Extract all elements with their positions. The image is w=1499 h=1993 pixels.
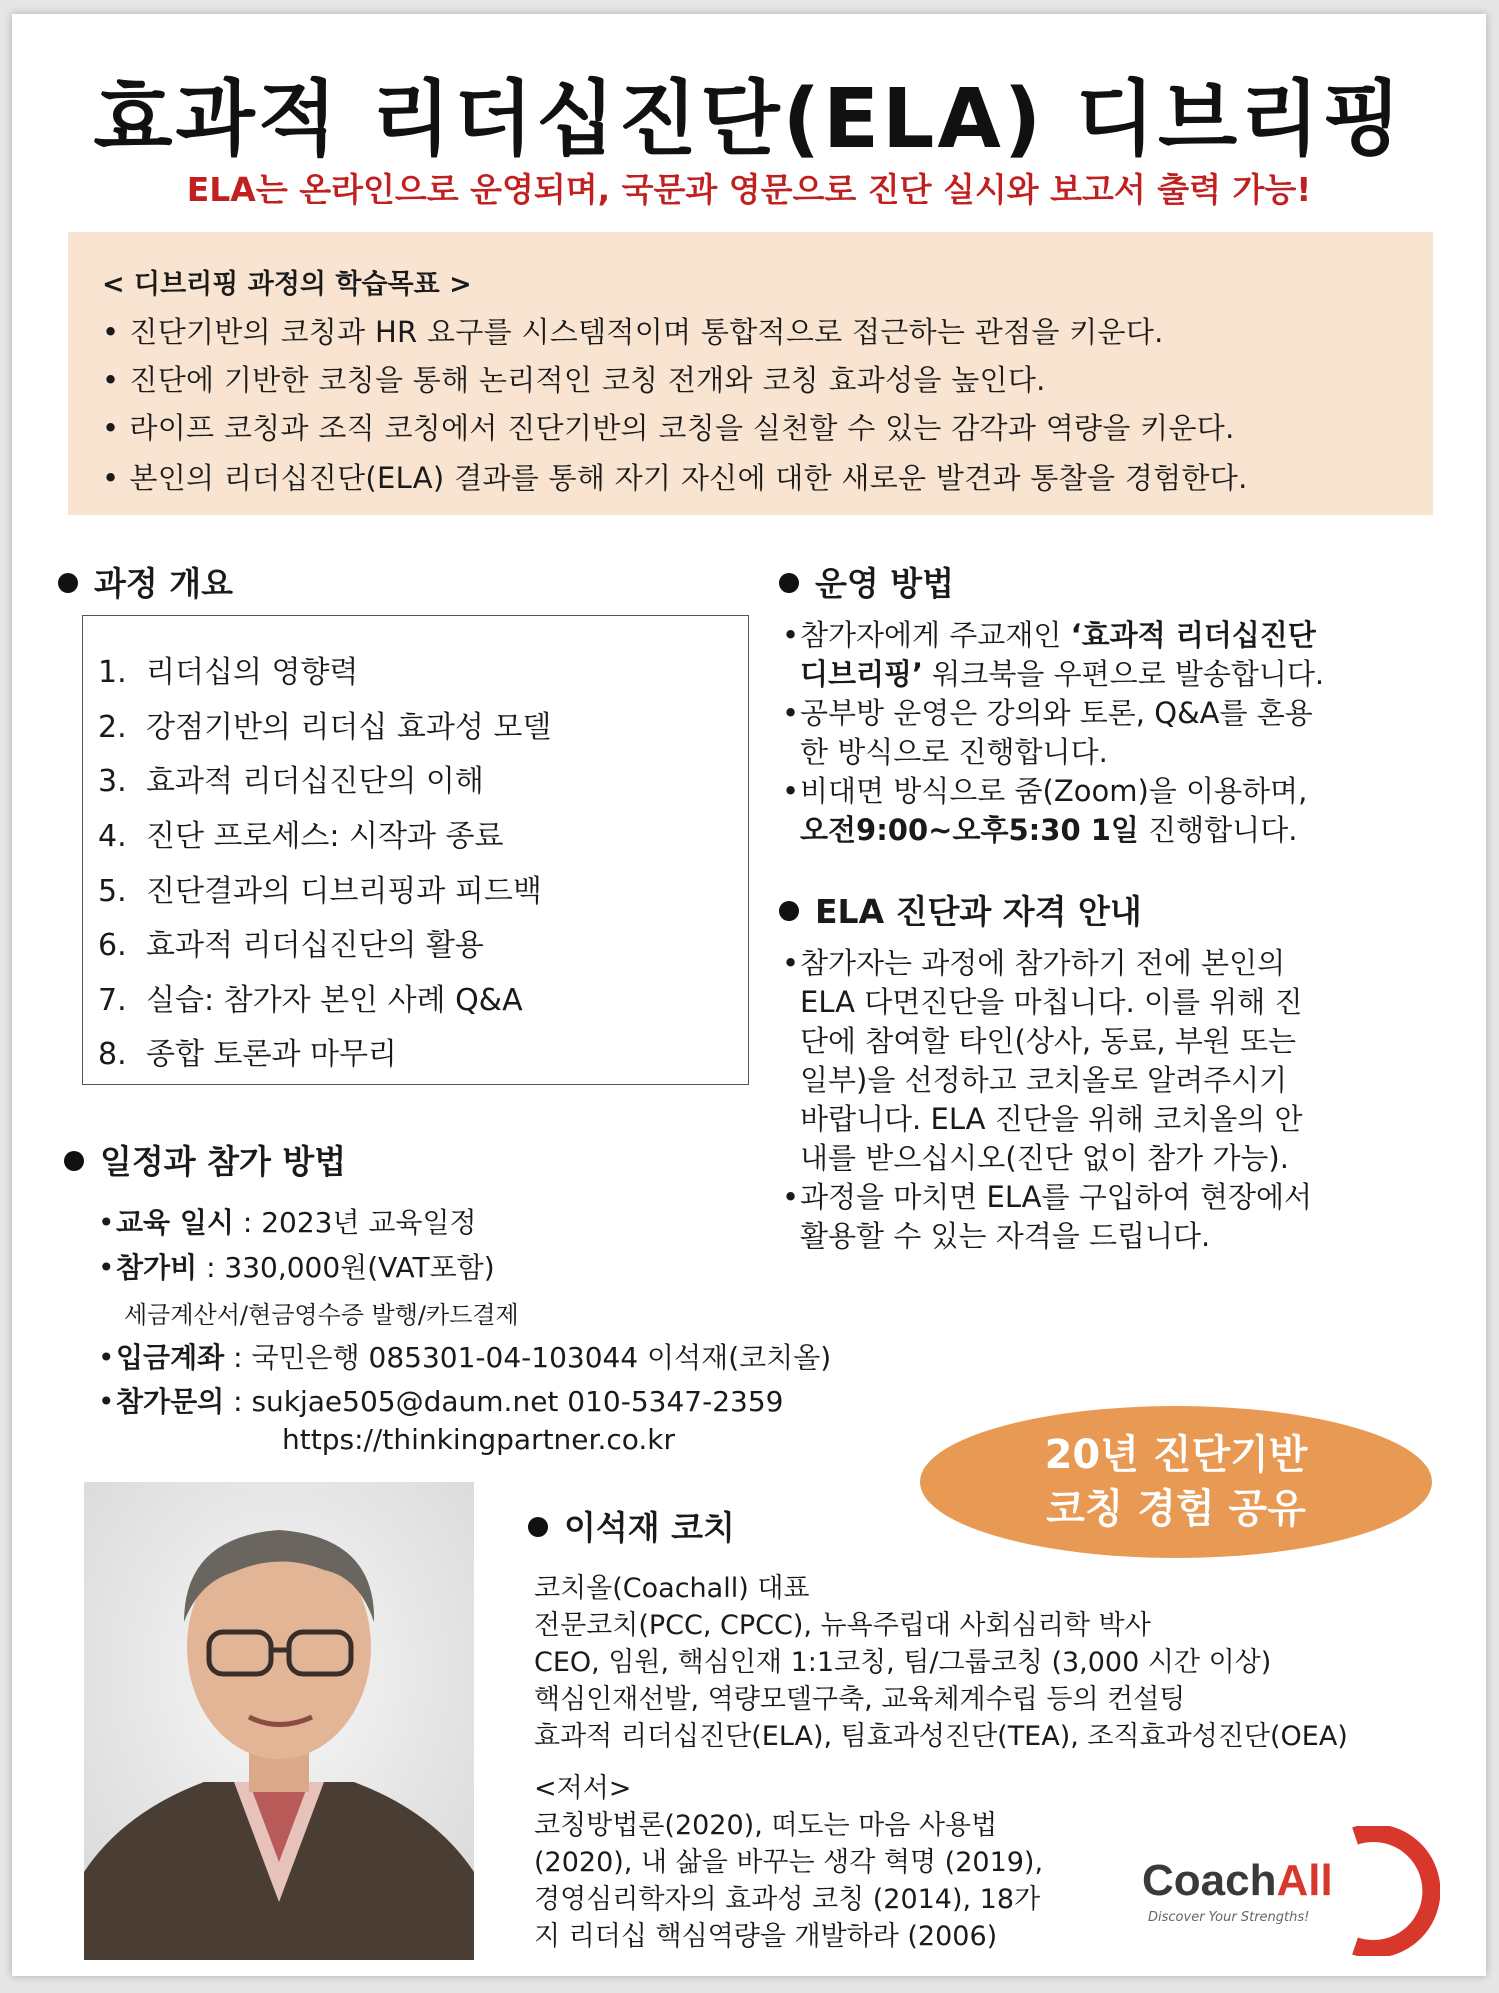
bio-line: CEO, 임원, 핵심인재 1:1코칭, 팀/그룹코칭 (3,000 시간 이상) bbox=[534, 1647, 1272, 1678]
bullet-dot-icon bbox=[64, 1151, 84, 1171]
fee-value: : 330,000원(VAT포함) bbox=[206, 1251, 495, 1284]
ela-text: ELA 다면진단을 마칩니다. 이를 위해 진 bbox=[800, 985, 1303, 1019]
bullet-dot-icon bbox=[528, 1517, 548, 1537]
op-bold-text: 디브리핑’ bbox=[800, 657, 924, 691]
bullet-dot-icon bbox=[58, 573, 78, 593]
logo-wordmark bbox=[1142, 1856, 1333, 1906]
ela-text: 바랍니다. ELA 진단을 위해 코치올의 안 bbox=[800, 1102, 1303, 1136]
coach-books bbox=[534, 1770, 1043, 1955]
bullet-dot-icon bbox=[779, 901, 799, 921]
operation-heading bbox=[779, 558, 954, 605]
operation-list bbox=[782, 616, 1442, 850]
goal-text: 본인의 리더십진단(ELA) 결과를 통해 자기 자신에 대한 새로운 발견과 통찰을 경험한다. bbox=[129, 461, 1248, 495]
item-number: 5. bbox=[98, 874, 127, 909]
ela-text: 단에 참여할 타인(상사, 동료, 부원 또는 bbox=[800, 1024, 1297, 1058]
fee-label: 참가비 bbox=[116, 1251, 198, 1284]
op-text: 비대면 방식으로 줌(Zoom)을 이용하며, bbox=[800, 774, 1308, 808]
ela-text: 일부)을 선정하고 코치올로 알려주시기 bbox=[800, 1063, 1288, 1097]
coach-photo bbox=[84, 1482, 474, 1960]
website-link[interactable]: https://thinkingpartner.co.kr bbox=[282, 1423, 676, 1456]
operation-item: •비대면 방식으로 줌(Zoom)을 이용하며, bbox=[782, 774, 1308, 808]
op-text: 공부방 운영은 강의와 토론, Q&A를 혼용 bbox=[800, 696, 1313, 730]
item-number: 6. bbox=[98, 928, 127, 963]
logo-part: Coach bbox=[1142, 1856, 1277, 1905]
item-number: 4. bbox=[98, 819, 127, 854]
item-text: 진단결과의 디브리핑과 피드백 bbox=[146, 874, 542, 909]
schedule-inquiry: •참가문의 : sukjae505@daum.net 010-5347-2359 bbox=[98, 1385, 784, 1418]
overview-item bbox=[98, 866, 542, 910]
book-line: (2020), 내 삶을 바꾸는 생각 혁명 (2019), bbox=[534, 1847, 1044, 1878]
goal-item: • 진단기반의 코칭과 HR 요구를 시스템적이며 통합적으로 접근하는 관점을 키운다. bbox=[102, 315, 1164, 349]
page-subtitle: ELA는 온라인으로 운영되며, 국문과 영문으로 진단 실시와 보고서 출력 가능! bbox=[186, 170, 1312, 209]
coach-heading-text: 이석재 코치 bbox=[564, 1508, 735, 1547]
bio-line: 전문코치(PCC, CPCC), 뉴욕주립대 사회심리학 박사 bbox=[534, 1610, 1151, 1641]
goal-item: • 본인의 리더십진단(ELA) 결과를 통해 자기 자신에 대한 새로운 발견과 통찰을 경험한다. bbox=[102, 461, 1248, 495]
goal-text: 진단기반의 코칭과 HR 요구를 시스템적이며 통합적으로 접근하는 관점을 키운다. bbox=[129, 315, 1164, 349]
goal-text: 라이프 코칭과 조직 코칭에서 진단기반의 코칭을 실천할 수 있는 감각과 역량을 키운다. bbox=[129, 411, 1235, 445]
operation-item-cont bbox=[782, 655, 1442, 694]
op-bold-text: 오전9:00~오후5:30 1일 bbox=[800, 813, 1139, 847]
badge-line: 20년 진단기반 bbox=[1044, 1432, 1308, 1478]
bio-line: 코치올(Coachall) 대표 bbox=[534, 1573, 810, 1604]
op-text: 한 방식으로 진행합니다. bbox=[800, 735, 1108, 769]
overview-item bbox=[98, 811, 504, 855]
item-number: 7. bbox=[98, 983, 127, 1018]
ela-text: 참가자는 과정에 참가하기 전에 본인의 bbox=[800, 946, 1286, 980]
item-number: 3. bbox=[98, 764, 127, 799]
ela-guide-list bbox=[782, 944, 1442, 1256]
overview-item bbox=[98, 920, 484, 964]
inquiry-value: : sukjae505@daum.net 010-5347-2359 bbox=[233, 1385, 784, 1418]
item-text: 종합 토론과 마무리 bbox=[146, 1037, 397, 1072]
schedule-date: •교육 일시 : 2023년 교육일정 bbox=[98, 1206, 477, 1239]
overview-heading-text: 과정 개요 bbox=[94, 564, 234, 603]
schedule-heading-text: 일정과 참가 방법 bbox=[100, 1142, 347, 1181]
overview-item bbox=[98, 647, 358, 691]
ela-text: 활용할 수 있는 자격을 드립니다. bbox=[800, 1219, 1211, 1253]
coach-heading bbox=[528, 1502, 735, 1549]
schedule-fee: •참가비 : 330,000원(VAT포함) bbox=[98, 1251, 495, 1284]
logo-part: All bbox=[1276, 1856, 1333, 1905]
op-text: 진행합니다. bbox=[1138, 813, 1298, 847]
schedule-account: •입금계좌 : 국민은행 085301-04-103044 이석재(코치올) bbox=[98, 1341, 832, 1374]
op-text: 워크북을 우편으로 발송합니다. bbox=[923, 657, 1325, 691]
coachall-logo bbox=[1140, 1826, 1440, 1956]
ela-item: •참가자는 과정에 참가하기 전에 본인의 bbox=[782, 946, 1286, 980]
operation-item-cont bbox=[782, 811, 1442, 850]
operation-item-cont bbox=[782, 733, 1442, 772]
page-title: 효과적 리더십진단(ELA) 디브리핑 bbox=[93, 72, 1405, 167]
item-number: 2. bbox=[98, 710, 127, 745]
logo-tagline: Discover Your Strengths! bbox=[1148, 1910, 1310, 1925]
goal-item: • 라이프 코칭과 조직 코칭에서 진단기반의 코칭을 실천할 수 있는 감각과 역량을 키운다. bbox=[102, 411, 1235, 445]
schedule-heading bbox=[64, 1136, 346, 1183]
books-heading: <저서> bbox=[534, 1773, 632, 1804]
item-number: 1. bbox=[98, 655, 127, 690]
inquiry-label: 참가문의 bbox=[116, 1385, 225, 1418]
item-text: 효과적 리더십진단의 이해 bbox=[146, 764, 484, 799]
bio-line: 효과적 리더십진단(ELA), 팀효과성진단(TEA), 조직효과성진단(OEA) bbox=[534, 1721, 1348, 1752]
op-bold-text: ‘효과적 리더십진단 bbox=[1070, 618, 1316, 652]
item-number: 8. bbox=[98, 1037, 127, 1072]
flyer-page bbox=[12, 14, 1486, 1976]
experience-badge bbox=[920, 1406, 1432, 1558]
operation-item: •공부방 운영은 강의와 토론, Q&A를 혼용 bbox=[782, 696, 1313, 730]
item-text: 강점기반의 리더십 효과성 모델 bbox=[146, 710, 552, 745]
badge-line: 코칭 경험 공유 bbox=[1046, 1486, 1306, 1532]
book-line: 지 리더십 핵심역량을 개발하라 (2006) bbox=[534, 1921, 998, 1952]
bio-line: 핵심인재선발, 역량모델구축, 교육체계수립 등의 컨설팅 bbox=[534, 1684, 1186, 1715]
overview-item bbox=[98, 702, 551, 746]
operation-heading-text: 운영 방법 bbox=[815, 564, 955, 603]
goal-text: 진단에 기반한 코칭을 통해 논리적인 코칭 전개와 코칭 효과성을 높인다. bbox=[129, 363, 1046, 397]
book-line: 코칭방법론(2020), 떠도는 마음 사용법 bbox=[534, 1810, 998, 1841]
ela-guide-heading bbox=[779, 886, 1142, 933]
fee-note: 세금계산서/현금영수증 발행/카드결제 bbox=[124, 1301, 519, 1329]
overview-heading bbox=[58, 558, 233, 605]
account-value: : 국민은행 085301-04-103044 이석재(코치올) bbox=[233, 1341, 832, 1374]
overview-item bbox=[98, 1029, 397, 1073]
date-label: 교육 일시 bbox=[116, 1206, 234, 1239]
operation-item: •참가자에게 주교재인 ‘효과적 리더십진단 bbox=[782, 618, 1316, 652]
ela-item: •과정을 마치면 ELA를 구입하여 현장에서 bbox=[782, 1180, 1313, 1214]
item-text: 리더십의 영향력 bbox=[146, 655, 359, 690]
coach-bio bbox=[534, 1570, 1348, 1755]
overview-item bbox=[98, 756, 484, 800]
date-value: : 2023년 교육일정 bbox=[242, 1206, 477, 1239]
item-text: 실습: 참가자 본인 사례 Q&A bbox=[146, 983, 523, 1018]
ela-text: 과정을 마치면 ELA를 구입하여 현장에서 bbox=[800, 1180, 1313, 1214]
item-text: 진단 프로세스: 시작과 종료 bbox=[146, 819, 504, 854]
op-text: 참가자에게 주교재인 bbox=[800, 618, 1071, 652]
book-line: 경영심리학자의 효과성 코칭 (2014), 18가 bbox=[534, 1884, 1041, 1915]
learning-goals-heading: < 디브리핑 과정의 학습목표 > bbox=[102, 269, 472, 300]
ela-guide-heading-text: ELA 진단과 자격 안내 bbox=[815, 892, 1142, 931]
goal-item: • 진단에 기반한 코칭을 통해 논리적인 코칭 전개와 코칭 효과성을 높인다. bbox=[102, 363, 1046, 397]
account-label: 입금계좌 bbox=[116, 1341, 225, 1374]
item-text: 효과적 리더십진단의 활용 bbox=[146, 928, 484, 963]
bullet-dot-icon bbox=[779, 573, 799, 593]
ela-text: 내를 받으십시오(진단 없이 참가 가능). bbox=[800, 1141, 1289, 1175]
overview-item bbox=[98, 975, 523, 1019]
